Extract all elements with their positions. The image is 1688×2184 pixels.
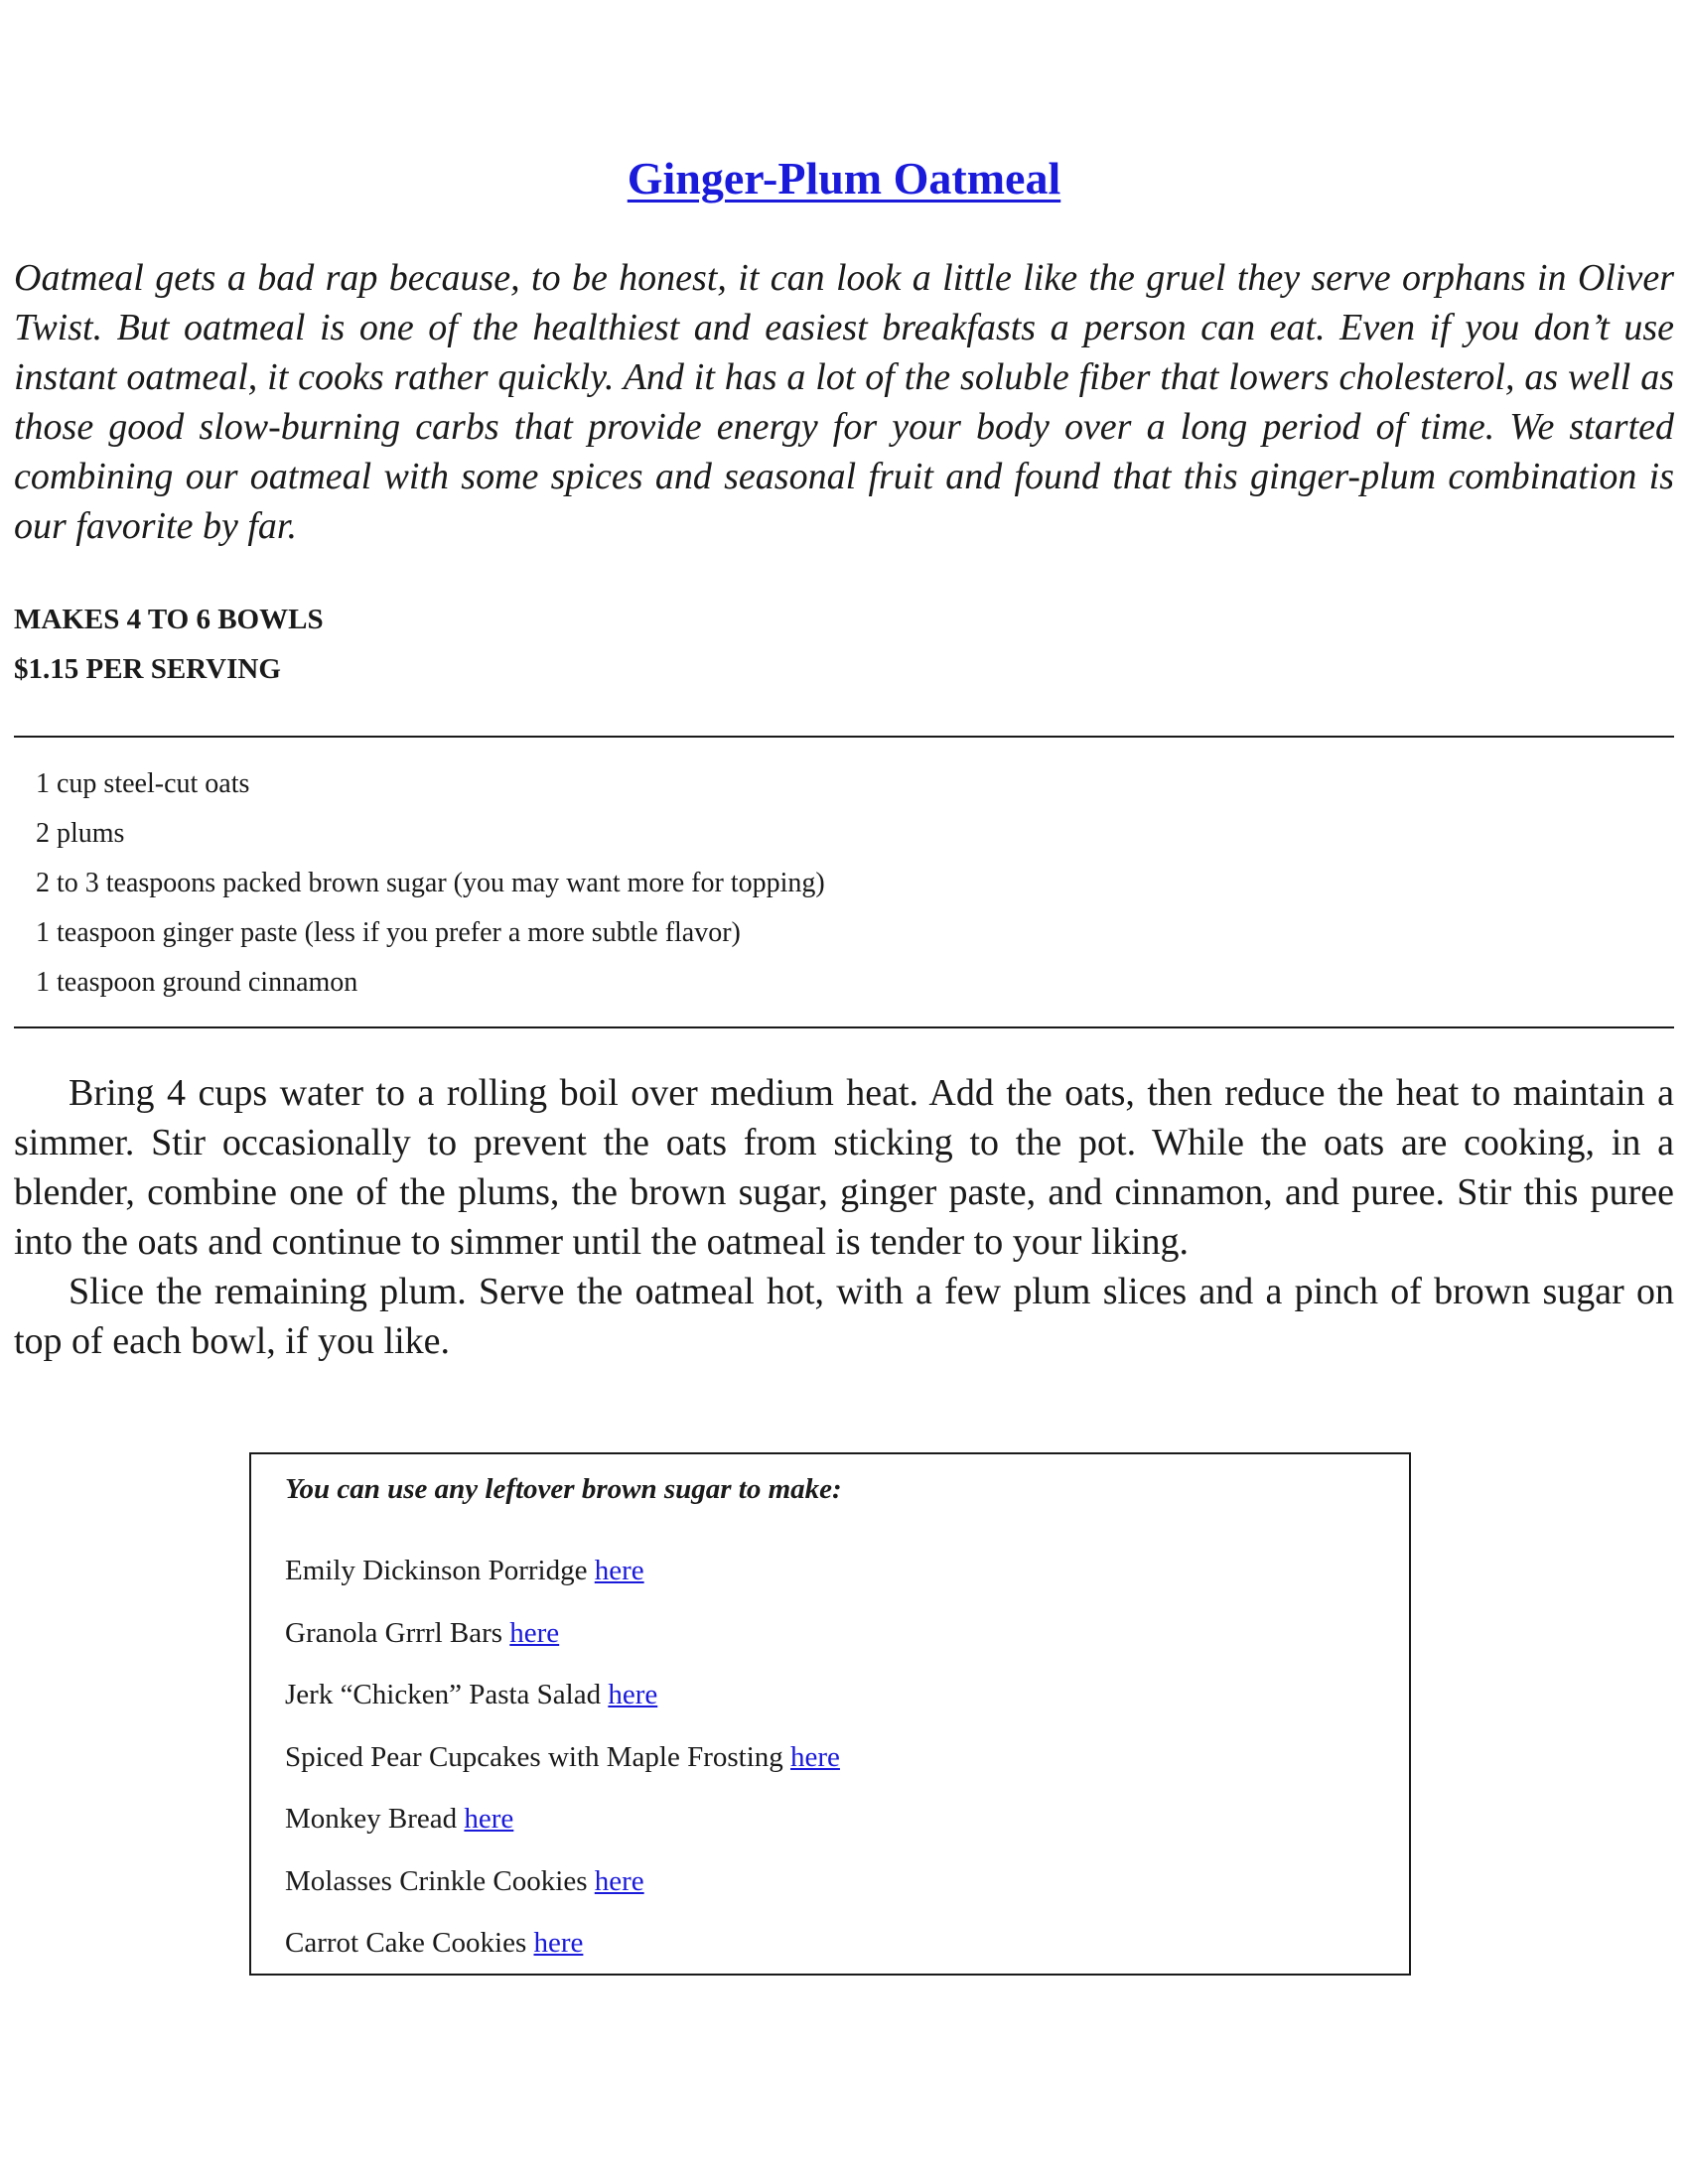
related-recipe-name: Molasses Crinkle Cookies [285,1864,588,1897]
related-recipe-link[interactable]: here [608,1679,658,1710]
recipe-directions [14,1068,1674,1366]
ingredient-item: 2 plums [36,818,125,849]
related-recipe-name: Spiced Pear Cupcakes with Maple Frosting [285,1740,783,1773]
recipe-title-link[interactable]: Ginger-Plum Oatmeal [627,153,1061,204]
related-recipe-item [285,1540,840,1602]
related-recipe-link[interactable]: here [594,1864,644,1897]
leftover-sugar-sidebar [249,1452,1411,1976]
ingredients-top-rule [14,736,1674,738]
related-recipe-item [285,1602,840,1665]
related-recipe-link[interactable]: here [533,1927,584,1959]
ingredient-item: 1 teaspoon ginger paste (less if you prefer a more subtle flavor) [36,917,741,948]
related-recipe-item [285,1664,840,1726]
direction-step: Slice the remaining plum. Serve the oatmeal hot, with a few plum slices and a pinch of brown sugar on top of each bowl, if you like. [14,1271,1674,1362]
related-recipe-name: Monkey Bread [285,1803,458,1835]
related-recipe-link[interactable]: here [509,1616,560,1649]
related-recipe-item [285,1726,840,1789]
related-recipe-name: Granola Grrrl Bars [285,1616,503,1649]
ingredient-item: 2 to 3 teaspoons packed brown sugar (you may want more for topping) [36,868,825,898]
direction-step: Bring 4 cups water to a rolling boil over medium heat. Add the oats, then reduce the heat to maintain a simmer. Stir occasionally to prevent the oats from sticking to the pot. While the oats are cooking, in a blender, combine one of the plums, the brown sugar, ginger paste, and cinnamon, and puree. Stir this puree into the oats and continue to simmer until the oatmeal is tender to your liking. [14,1072,1674,1263]
ingredient-item: 1 cup steel-cut oats [36,768,250,799]
related-recipe-link[interactable]: here [594,1555,644,1586]
related-recipe-link[interactable]: here [790,1740,840,1773]
recipe-cost: $1.15 PER SERVING [14,653,281,685]
recipe-intro: Oatmeal gets a bad rap because, to be honest, it can look a little like the gruel they serve orphans in Oliver Twist. But oatmeal is one of the healthiest and easiest breakfasts a person can eat. Even if you don’t use instant oatmeal, it cooks rather quickly. And it has a lot of the soluble fiber that lowers cholesterol, as well as those good slow-burning carbs that provide energy for your body over a long period of time. We started combining our oatmeal with some spices and seasonal fruit and found that this ginger-plum combination is our favorite by far. [14,257,1674,547]
recipe-title [14,151,1674,205]
recipe-yield: MAKES 4 TO 6 BOWLS [14,604,324,635]
related-recipe-name: Emily Dickinson Porridge [285,1555,588,1586]
ingredients-bottom-rule [14,1026,1674,1028]
related-recipe-name: Carrot Cake Cookies [285,1927,527,1959]
related-recipe-item [285,1912,840,1975]
ingredients-list [36,759,825,1008]
ingredient-item: 1 teaspoon ground cinnamon [36,967,358,998]
sidebar-heading: You can use any leftover brown sugar to make: [285,1473,842,1505]
related-recipe-name: Jerk “Chicken” Pasta Salad [285,1679,602,1710]
related-recipe-item [285,1850,840,1913]
related-recipe-item [285,1788,840,1850]
related-recipe-link[interactable]: here [464,1803,514,1835]
related-recipes-list [285,1540,840,1975]
